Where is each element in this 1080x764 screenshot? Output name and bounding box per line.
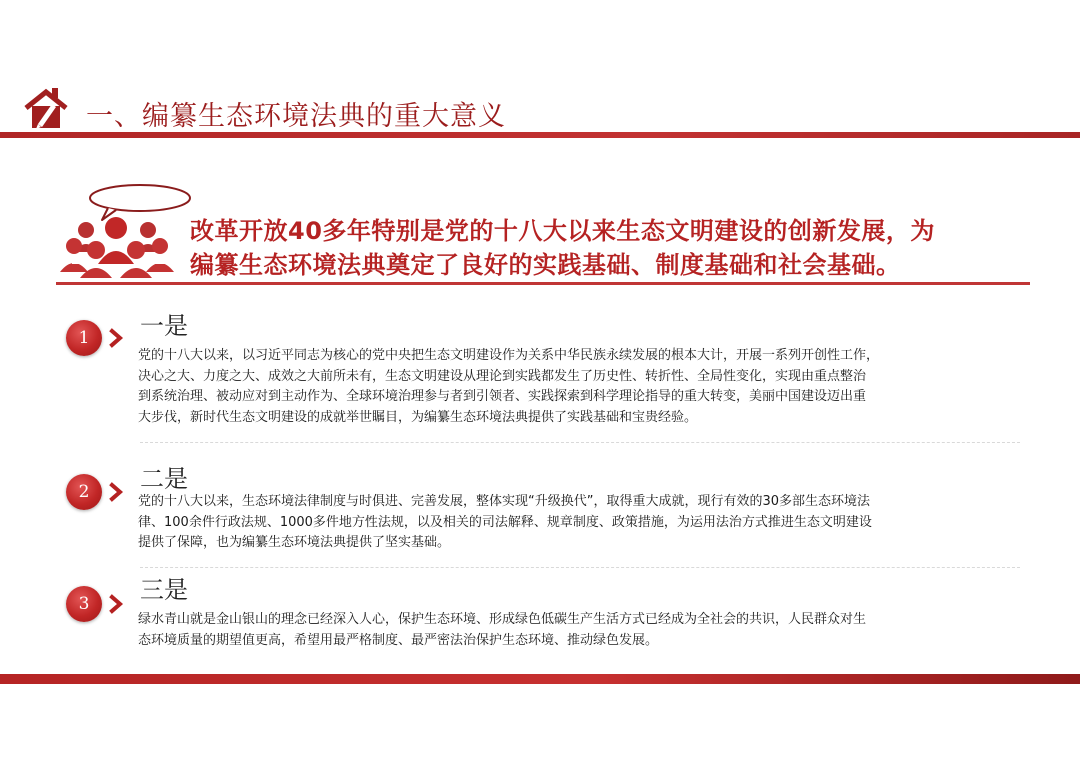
headline bbox=[190, 214, 1050, 282]
title-divider bbox=[0, 132, 1080, 138]
point-label: 三是 bbox=[140, 576, 188, 604]
dotted-divider bbox=[140, 442, 1020, 443]
text-line: 态环境质量的期望值更高，希望用最严格制度、最严密法治保护生态环境、推动绿色发展。 bbox=[138, 632, 659, 648]
headline-line: 编纂生态环境法典奠定了良好的实践基础、制度基础和社会基础。 bbox=[190, 251, 901, 279]
number-badge: 2 bbox=[66, 474, 102, 510]
page-title: 一、编纂生态环境法典的重大意义 bbox=[86, 101, 506, 132]
number-badge: 1 bbox=[66, 320, 102, 356]
text-line: 党的十八大以来，以习近平同志为核心的党中央把生态文明建设作为关系中华民族永续发展的根本大计，开展一系列开创性工作， bbox=[138, 348, 880, 363]
text-line: 律、100余件行政法规、1000多件地方性法规，以及相关的司法解释、规章制度、政策措施，为运用法治方式推进生态文明建设 bbox=[138, 514, 872, 530]
text-line: 绿水青山就是金山银山的理念已经深入人心，保护生态环境、形成绿色低碳生产生活方式已经成为全社会的共识，人民群众对生 bbox=[138, 612, 867, 627]
point-text bbox=[138, 492, 1038, 554]
text-line: 提供了保障，也为编纂生态环境法典提供了坚实基础。 bbox=[138, 535, 451, 550]
number-badge: 3 bbox=[66, 586, 102, 622]
dotted-divider bbox=[140, 567, 1020, 568]
footer-bar bbox=[0, 674, 1080, 684]
text-line: 到系统治理、被动应对到主动作为、全球环境治理参与者到引领者、实践探索到科学理论指导的重大转变，美丽中国建设迈出重 bbox=[138, 389, 867, 404]
text-line: 党的十八大以来，生态环境法律制度与时俱进、完善发展，整体实现“升级换代”，取得重大成就，现行有效的30多部生态环境法 bbox=[138, 494, 871, 509]
chevron-right-icon bbox=[108, 594, 126, 614]
text-line: 大步伐，新时代生态文明建设的成就举世瞩目，为编纂生态环境法典提供了实践基础和宝贵经验。 bbox=[138, 409, 698, 425]
headline-divider bbox=[56, 282, 1030, 285]
headline-line: 改革开放40多年特别是党的十八大以来生态文明建设的创新发展，为 bbox=[190, 217, 935, 245]
point-text bbox=[138, 610, 1038, 651]
pen-house-icon bbox=[22, 86, 70, 132]
chevron-right-icon bbox=[108, 482, 126, 502]
point-text bbox=[138, 346, 1038, 428]
point-label: 二是 bbox=[140, 465, 188, 493]
chevron-right-icon bbox=[108, 328, 126, 348]
text-line: 决心之大、力度之大、成效之大前所未有，生态文明建设从理论到实践都发生了历史性、转折性、全局性变化，实现由重点整治 bbox=[138, 368, 867, 384]
point-label: 一是 bbox=[140, 312, 188, 340]
people-speech-icon bbox=[56, 180, 191, 280]
